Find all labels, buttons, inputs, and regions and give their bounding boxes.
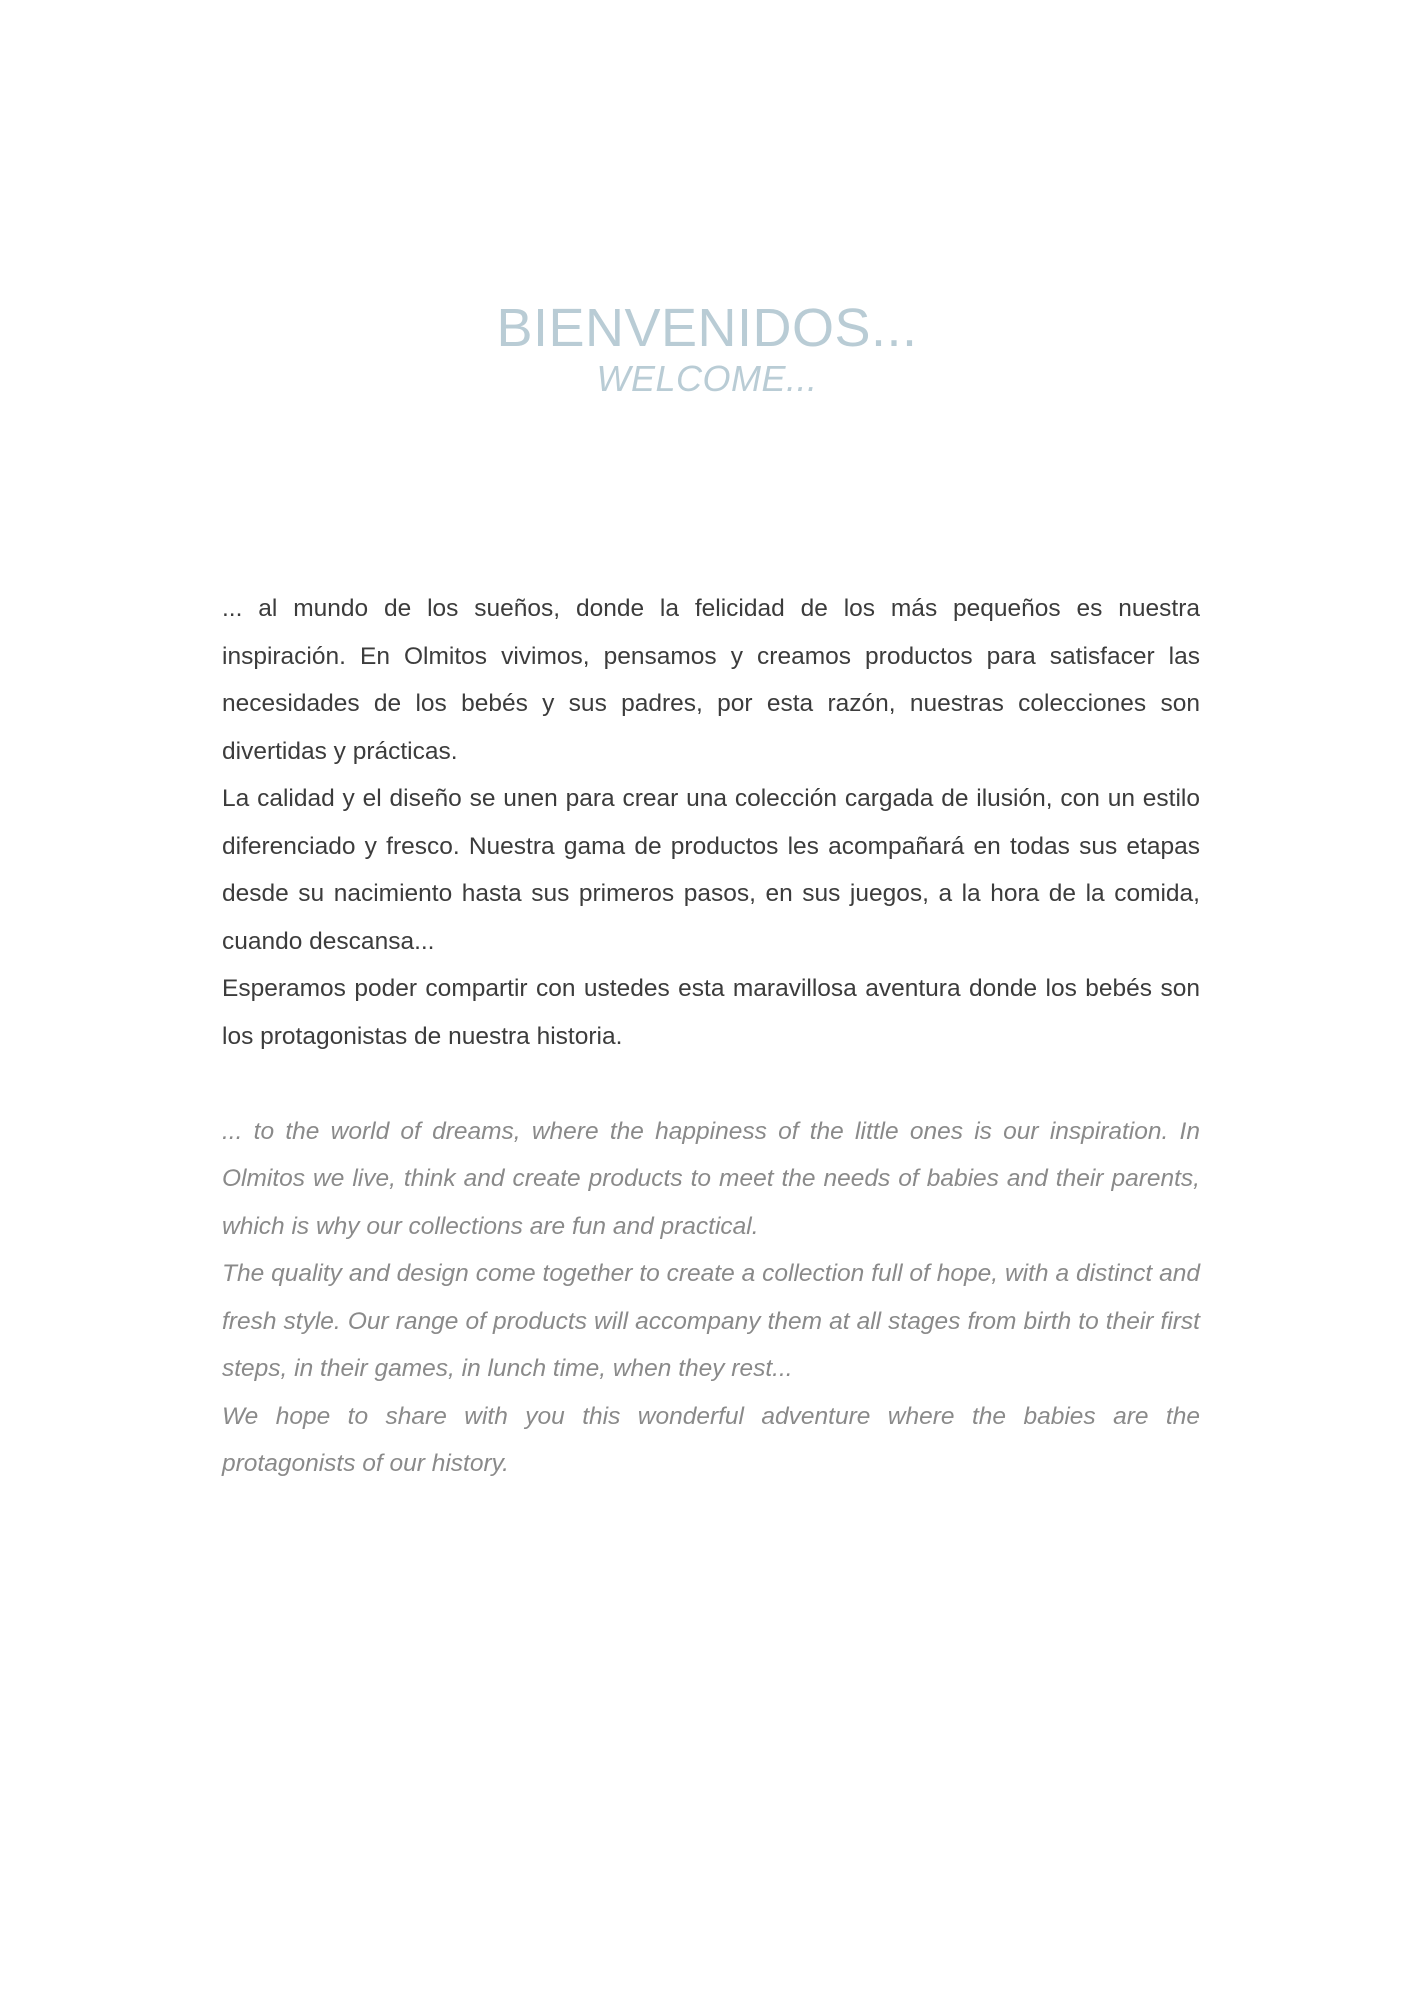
english-paragraph-2: The quality and design come together to create a collection full of hope, with a distinct and fresh style. Our range of products will accompany them at all stages from birth to their first steps, in their games, in lunch time, when they rest... xyxy=(222,1260,1200,1382)
title-spanish: BIENVENIDOS... xyxy=(496,298,918,358)
english-paragraph-3: We hope to share with you this wonderful adventure where the babies are the protagonists of our history. xyxy=(222,1402,1200,1477)
spanish-paragraph-2: La calidad y el diseño se unen para crear una colección cargada de ilusión, con un estilo diferenciado y fresco. Nuestra gama de productos les acompañará en todas sus etapas desde su nacimiento hasta sus primeros pasos, en sus juegos, a la hora de la comida, cuando descansa... xyxy=(222,785,1200,955)
section-spacer xyxy=(222,1060,1200,1108)
title-english: WELCOME... xyxy=(596,358,818,399)
spanish-paragraph-3: Esperamos poder compartir con ustedes esta maravillosa aventura donde los bebés son los protagonistas de nuestra historia. xyxy=(222,975,1200,1050)
english-paragraph-1: ... to the world of dreams, where the happiness of the little ones is our inspiration. In Olmitos we live, think and create products to meet the needs of babies and their parents, which is why our collections are fun and practical. xyxy=(222,1117,1200,1240)
body-text xyxy=(222,585,1200,1488)
spanish-paragraph-1: ... al mundo de los sueños, donde la felicidad de los más pequeños es nuestra inspiración. En Olmitos vivimos, pensamos y creamos productos para satisfacer las necesidades de los bebés y sus padres, por esta razón, nuestras colecciones son divertidas y prácticas. xyxy=(222,595,1200,765)
page-heading xyxy=(0,298,1414,400)
